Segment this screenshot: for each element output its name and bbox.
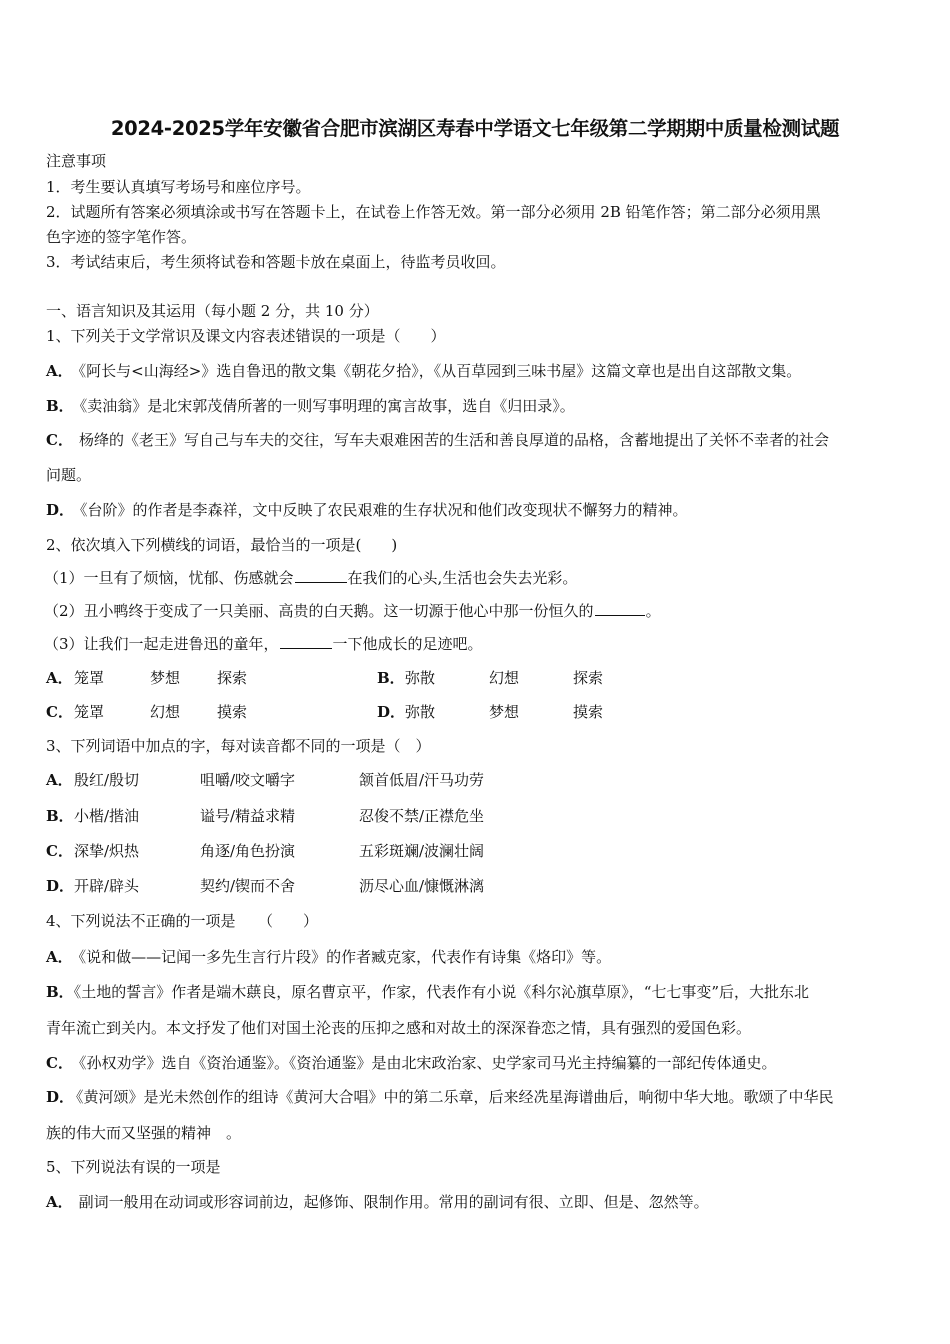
option-text: 《孙权劝学》选自《资治通鉴》。《资治通鉴》是由北宋政治家、史学家司马光主持编纂的一部纪传体通史。	[78, 1054, 777, 1072]
sentence-text: （2）丑小鸭终于变成了一只美丽、高贵的白天鹅。这一切源于他心中那一份恒久的	[44, 602, 594, 620]
option-label: C．	[46, 842, 73, 860]
exam-title: 2024-2025学年安徽省合肥市滨湖区寿春中学语文七年级第二学期期中质量检测试题	[110, 117, 840, 140]
option-label: A．	[46, 362, 73, 380]
fill-blank	[280, 634, 332, 649]
question-4-option-a	[46, 947, 611, 967]
option-word: 梦想	[150, 669, 181, 687]
option-word: 弥散	[405, 703, 436, 721]
option-text: 《阿长与<山海经>》选自鲁迅的散文集《朝花夕拾》，《从百草园到三味书屋》这篇文章也是出自这部散文集。	[78, 362, 802, 380]
option-label: A．	[46, 948, 73, 966]
option-text: 《台阶》的作者是李森祥，文中反映了农民艰难的生存状况和他们改变现状不懈努力的精神。	[80, 501, 688, 519]
question-1-option-b	[46, 396, 575, 416]
option-word: 契约/锲而不舍	[200, 877, 296, 895]
question-2-stem: 2、依次填入下列横线的词语，最恰当的一项是( )	[46, 536, 398, 554]
notice-heading: 注意事项	[46, 152, 107, 170]
option-word: 五彩斑斓/波澜壮阔	[359, 842, 485, 860]
option-word: 笼罩	[74, 669, 105, 687]
option-word: 开辟/辟头	[74, 877, 140, 895]
question-1-option-c	[46, 430, 829, 450]
question-1-stem: 1、下列关于文学常识及课文内容表述错误的一项是（ ）	[46, 327, 446, 345]
option-word: 颔首低眉/汗马功劳	[359, 771, 485, 789]
option-word: 摸索	[217, 703, 248, 721]
option-label: D．	[46, 1088, 75, 1106]
question-4-stem: 4、下列说法不正确的一项是 （ ）	[46, 912, 319, 930]
option-word: 梦想	[489, 703, 520, 721]
option-label: A．	[46, 771, 73, 789]
option-text: 《说和做——记闻一多先生言行片段》的作者臧克家，代表作有诗集《烙印》等。	[78, 948, 612, 966]
option-word: 沥尽心血/慷慨淋漓	[359, 877, 485, 895]
sentence-text: 。	[645, 602, 661, 620]
option-label: A．	[46, 1193, 73, 1211]
fill-blank	[595, 601, 645, 616]
notice-item-2: 2．试题所有答案必须填涂或书写在答题卡上，在试卷上作答无效。第一部分必须用 2B 铅笔作答；第二部分必须用黑	[46, 203, 821, 221]
option-label: B．	[46, 807, 74, 825]
question-4-option-b-cont: 青年流亡到关内。本文抒发了他们对国土沦丧的压抑之感和对故土的深深眷恋之情，具有强烈的爱国色彩。	[46, 1019, 752, 1037]
question-1-option-a	[46, 361, 801, 381]
notice-item-2-cont: 色字迹的签字笔作答。	[46, 228, 197, 246]
option-word: 幻想	[489, 669, 520, 687]
question-2-sentence-3	[44, 634, 483, 654]
option-label: C．	[46, 431, 73, 449]
option-word: 忍俊不禁/正襟危坐	[359, 807, 485, 825]
question-2-sentence-2	[44, 601, 661, 621]
option-label: B．	[377, 669, 405, 687]
option-label: A．	[46, 669, 73, 687]
option-label: C．	[46, 1054, 73, 1072]
question-4-option-d	[46, 1087, 834, 1107]
sentence-text: 在我们的心头,生活也会失去光彩。	[347, 569, 578, 587]
sentence-text: （3）让我们一起走进鲁迅的童年，	[44, 635, 279, 653]
option-label: C．	[46, 703, 73, 721]
question-2-sentence-1	[44, 568, 577, 588]
question-4-option-b	[46, 982, 809, 1002]
option-word: 小楷/揩油	[74, 807, 140, 825]
option-text: 《土地的誓言》作者是端木蕻良，原名曹京平，作家，代表作有小说《科尔沁旗草原》，“七七事变”后，大批东北	[73, 983, 810, 1001]
option-label: B．	[46, 983, 74, 1001]
question-3-stem: 3、下列词语中加点的字，每对读音都不同的一项是（ ）	[46, 737, 431, 755]
sentence-text: 一下他成长的足迹吧。	[332, 635, 483, 653]
option-text: 杨绛的《老王》写自己与车夫的交往，写车夫艰难困苦的生活和善良厚道的品格，含蓄地提出了关怀不幸者的社会	[78, 431, 829, 449]
fill-blank	[295, 568, 347, 583]
option-word: 弥散	[405, 669, 436, 687]
option-word: 咀嚼/咬文嚼字	[200, 771, 296, 789]
option-text: 副词一般用在动词或形容词前边，起修饰、限制作用。常用的副词有很、立即、但是、忽然等。	[78, 1193, 709, 1211]
notice-item-3: 3．考试结束后，考生须将试卷和答题卡放在桌面上，待监考员收回。	[46, 253, 506, 271]
question-4-option-d-cont: 族的伟大而又坚强的精神 。	[46, 1124, 242, 1142]
question-1-option-c-cont: 问题。	[46, 466, 92, 484]
question-1-option-d	[46, 500, 688, 520]
option-word: 笼罩	[74, 703, 105, 721]
option-word: 殷红/殷切	[74, 771, 140, 789]
option-label: D．	[377, 703, 406, 721]
option-word: 探索	[573, 669, 604, 687]
option-label: D．	[46, 501, 75, 519]
option-label: D．	[46, 877, 75, 895]
section-heading: 一、语言知识及其运用（每小题 2 分，共 10 分）	[46, 302, 379, 320]
question-4-option-c	[46, 1053, 776, 1073]
option-word: 深挚/炽热	[74, 842, 140, 860]
option-word: 摸索	[573, 703, 604, 721]
option-word: 探索	[217, 669, 248, 687]
option-word: 幻想	[150, 703, 181, 721]
option-label: B．	[46, 397, 74, 415]
notice-item-1: 1．考生要认真填写考场号和座位序号。	[46, 178, 311, 196]
option-word: 角逐/角色扮演	[200, 842, 296, 860]
option-word: 谥号/精益求精	[200, 807, 296, 825]
question-5-option-a	[46, 1192, 709, 1212]
question-5-stem: 5、下列说法有误的一项是	[46, 1158, 221, 1176]
option-text: 《卖油翁》是北宋郭茂倩所著的一则写事明理的寓言故事，选自《归田录》。	[79, 397, 575, 415]
sentence-text: （1）一旦有了烦恼，忧郁、伤感就会	[44, 569, 294, 587]
option-text: 《黄河颂》是光未然创作的组诗《黄河大合唱》中的第二乐章，后来经冼星海谱曲后，响彻中华大地。歌颂了中华民	[76, 1088, 834, 1106]
